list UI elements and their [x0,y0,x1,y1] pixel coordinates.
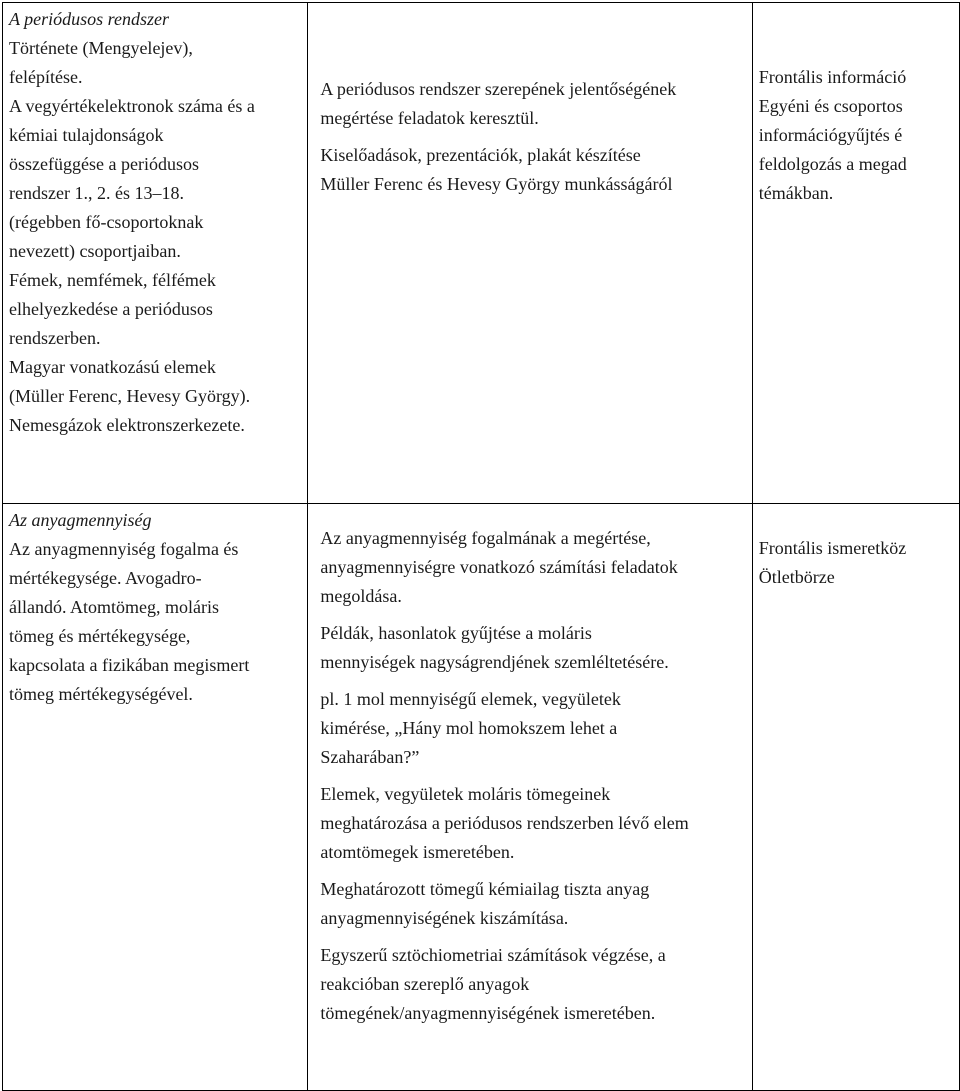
activity-line: A periódusos rendszer szerepének jelentőségének [320,79,677,99]
topic-line: mértékegysége. Avogadro- [9,568,202,588]
activity-line: pl. 1 mol mennyiségű elemek, vegyületek [320,689,621,709]
topic-line: (régebben fő-csoportoknak [9,212,204,232]
table-row [3,504,960,1091]
activity-line: reakcióban szereplő anyagok [320,974,530,994]
topic-line: nevezett) csoportjaiban. [9,241,181,261]
topic-cell [3,3,308,504]
section-heading: A periódusos rendszer [9,9,170,29]
activity-line: Elemek, vegyületek moláris tömegeinek [320,784,611,804]
topic-line: Története (Mengyelejev), [9,38,193,58]
method-line: információgyűjtés é [758,125,903,145]
activity-line: meghatározása a periódusos rendszerben lévő elem [320,813,689,833]
method-cell [752,504,959,1091]
activity-cell [308,504,752,1091]
activity-paragraph [320,780,745,867]
activity-line: Meghatározott tömegű kémiailag tiszta anyag [320,879,650,899]
activity-line: Az anyagmennyiség fogalmának a megértése, [320,528,651,548]
topic-line: Az anyagmennyiség fogalma és [9,539,239,559]
topic-line: rendszer 1., 2. és 13–18. [9,183,184,203]
activity-line: Példák, hasonlatok gyűjtése a moláris [320,623,592,643]
topic-line: kémiai tulajdonságok [9,125,164,145]
topic-line: Nemesgázok elektronszerkezete. [9,415,245,435]
activity-paragraph [320,619,745,677]
activity-line: tömegének/anyagmennyiségének ismeretében. [320,1003,656,1023]
topic-line: kapcsolata a fizikában megismert [9,655,250,675]
activity-line: atomtömegek ismeretében. [320,842,515,862]
method-line: Ötletbörze [758,567,835,587]
method-line: feldolgozás a megad [758,154,907,174]
method-line: Frontális információ [758,67,907,87]
topic-line: A vegyértékelektronok száma és a [9,96,255,116]
activity-paragraph [320,685,745,772]
topic-cell [3,504,308,1091]
activity-line: megoldása. [320,586,402,606]
activity-line: anyagmennyiségre vonatkozó számítási feladatok [320,557,678,577]
activity-paragraph [320,75,745,133]
topic-line: Fémek, nemfémek, félfémek [9,270,216,290]
activity-line: Szaharában?” [320,747,420,767]
topic-line: elhelyezkedése a periódusos [9,299,213,319]
activity-paragraph [320,875,745,933]
activity-line: Egyszerű sztöchiometriai számítások végzése, a [320,945,666,965]
table-row [3,3,960,504]
topic-line: rendszerben. [9,328,101,348]
topic-line: összefüggése a periódusos [9,154,199,174]
activity-line: kimérése, „Hány mol homokszem lehet a [320,718,618,738]
topic-line: tömeg és mértékegysége, [9,626,191,646]
activity-paragraph [320,141,745,199]
topic-line: Magyar vonatkozású elemek [9,357,216,377]
activity-paragraph [320,941,745,1028]
activity-line: megértése feladatok keresztül. [320,108,539,128]
topic-line: felépítése. [9,67,83,87]
activity-cell [308,3,752,504]
method-cell [752,3,959,504]
method-line: témákban. [758,183,834,203]
curriculum-table [2,2,960,1091]
section-heading: Az anyagmennyiség [9,510,152,530]
activity-line: Kiselőadások, prezentációk, plakát készítése [320,145,641,165]
activity-line: mennyiségek nagyságrendjének szemléltetésére. [320,652,669,672]
topic-line: tömeg mértékegységével. [9,684,193,704]
topic-line: állandó. Atomtömeg, moláris [9,597,219,617]
activity-line: Müller Ferenc és Hevesy György munkásságáról [320,174,673,194]
topic-line: (Müller Ferenc, Hevesy György). [9,386,251,406]
method-line: Frontális ismeretköz [758,538,907,558]
activity-line: anyagmennyiségének kiszámítása. [320,908,569,928]
method-line: Egyéni és csoportos [758,96,903,116]
activity-paragraph [320,524,745,611]
